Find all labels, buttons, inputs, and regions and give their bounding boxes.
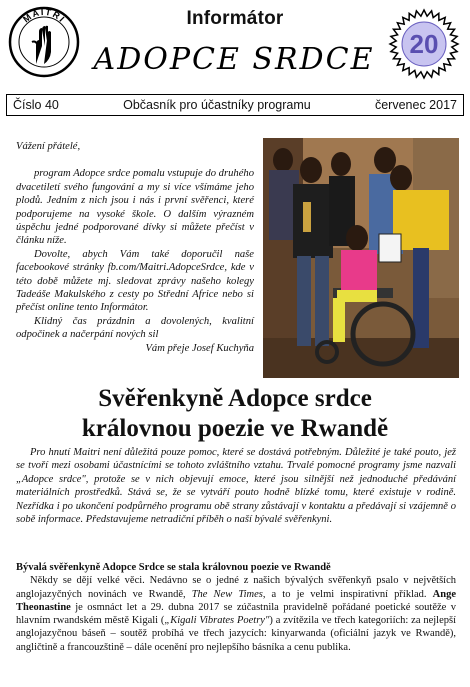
headline-line: královnou poezie ve Rwandě	[81, 415, 389, 442]
award-photo	[263, 138, 459, 378]
article-paragraph	[16, 574, 456, 654]
publication-subtitle: Občasník pro účastníky programu	[123, 98, 311, 112]
masthead-title: ADOPCE SRDCE	[93, 42, 375, 77]
newspaper-name: The New Times	[191, 588, 263, 600]
issue-date: červenec 2017	[374, 98, 457, 112]
article-lead: Pro hnutí Maitri není důležitá pouze pomoc, které se dostává potřebným. Důležité je také pouto, jež se tvoří mezi osobami účastnícími se tohoto zvláštního vztahu. Trvalé pomocné programy jsme nazvali „Adopce srdce", protože se v nich objevují emoce, které jsou silnější než jednoduché předávání materiálních prostředků. Stává se, že se vytváří pouto hodně blízké tomu, které existuje v rodině. Nezřídka i po ukončení podpůrného programu obě strany zůstávají v kontaktu a předávají si vzájemně o sobě informace. Představujeme netradiční příběh o naší bývalé svěřenkyni.	[16, 447, 456, 526]
headline-line: Svěřenkyně Adopce srdce	[98, 385, 372, 412]
intro-letter	[16, 140, 254, 355]
issue-number: Číslo 40	[13, 98, 59, 112]
article-text: je osmnáct let a 29. dubna 2017 se zúčastnila pravidelně pořádané poetické soutěže v hlavním rwandském městě Kigali (	[16, 601, 456, 627]
publication-kicker: Informátor	[186, 8, 284, 29]
intro-paragraph: Dovolte, abych Vám také doporučil naše facebookové stránky fb.com/Maitri.AdopceSrdce, kde v této době můžete mj. sledovat zprávy našeho kolegy Tadeáše Makulského z cesty po Střední Africe nebo si přečíst online tento Informátor.	[16, 248, 254, 314]
issue-info-bar	[6, 94, 464, 116]
article-text: Někdy se dějí velké věci. Nedávno se o jedné z našich bývalých svěřenkyň psalo v největších anglojazyčných novinách ve Rwandě,	[16, 575, 456, 600]
intro-signature: Vám přeje Josef Kuchyňa	[145, 342, 254, 354]
person-name: Ange Theonastine	[16, 588, 456, 613]
intro-greeting: Vážení přátelé,	[16, 141, 81, 152]
intro-paragraph: program Adopce srdce pomalu vstupuje do druhého dvacetiletí svého fungování a my si více všímáme jeho plodů. Jedním z nich jsou i nás i první svěřenci, které podporujeme na vysoké škole. O dalším výrazném úspěchu jedné podporované dívky si můžete přečíst v článku níže.	[16, 168, 254, 247]
article-text: ) a zvítězila ve třech kategoriích: za nejlepší anglojazyčnou báseň – soutěž probíhá ve třech jazycích: kinyarwanda (oficiální jazyk ve Rwandě), angličtině a francouzštině – dále ocenění pro nejlepšího básníka a cenu publika.	[16, 615, 456, 653]
article-subhead: Bývalá svěřenkyně Adopce Srdce se stala královnou poezie ve Rwandě	[16, 562, 331, 573]
anniversary-badge-icon	[388, 8, 460, 80]
logo-text: MAITRI	[21, 6, 68, 25]
article-headline	[0, 384, 470, 444]
badge-number: 20	[409, 29, 439, 59]
article-text: , a to je velmi inspirativní příklad.	[262, 588, 433, 600]
intro-paragraph: Klidný čas prázdnin a dovolených, kvalitní odpočinek a načerpání nových sil	[16, 315, 254, 341]
event-name: „Kigali Vibrates Poetry"	[164, 615, 270, 627]
article-body	[16, 561, 456, 654]
